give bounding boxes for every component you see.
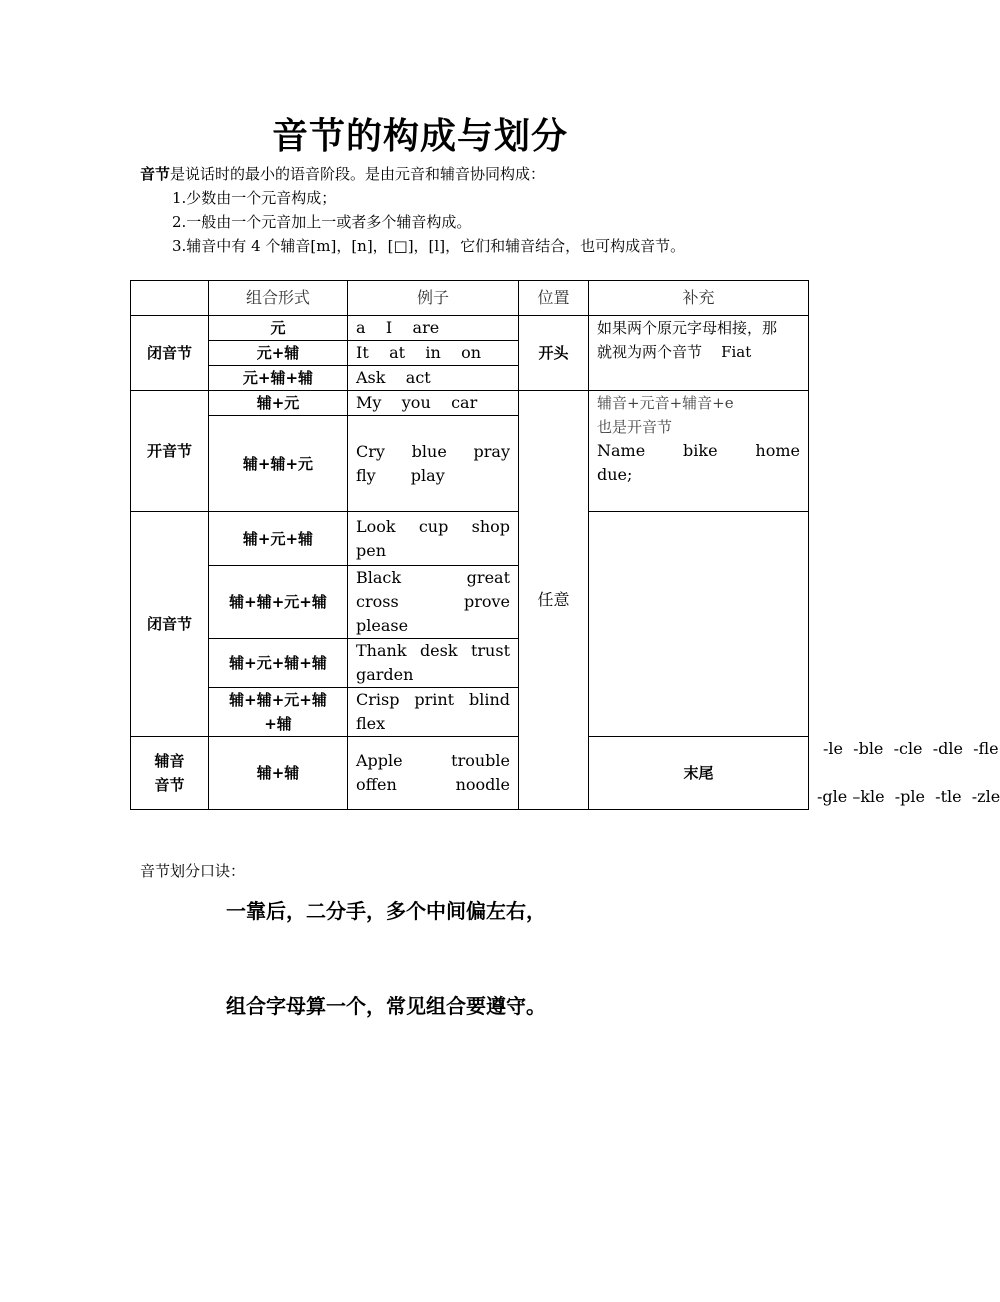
group-label: 辅音 音节 [131,737,209,810]
form-cell: 辅+元+辅+辅 [209,639,348,688]
intro-point: 2.一般由一个元音加上一或者多个辅音构成。 [172,213,472,231]
header-cell: 组合形式 [209,281,348,316]
table-row: 辅音 音节 辅+辅 Apple trouble offen noodle 末尾 -le -ble -cle -dle -fle -gle –kle -ple -tle -zle [131,737,809,810]
form-cell: 辅+元+辅 [209,512,348,566]
position-cell: 任意 [519,391,589,810]
example-cell: My you car [348,391,519,416]
intro-point: 1.少数由一个元音构成； [172,189,337,207]
form-cell: 辅+元 [209,391,348,416]
form-cell: 辅+辅 [209,737,348,810]
header-cell: 位置 [519,281,589,316]
group-label: 闭音节 [131,316,209,391]
header-cell: 例子 [348,281,519,316]
form-cell: 元+辅 [209,341,348,366]
example-cell: It at in on [348,341,519,366]
mnemonic-line: 组合字母算一个，常见组合要遵守。 [226,994,546,1018]
group-label: 开音节 [131,391,209,512]
form-cell: 元+辅+辅 [209,366,348,391]
intro-point: 3.辅音中有 4 个辅音[m]，[n]，[□]，[l]，它们和辅音结合，也可构成音节。 [172,237,686,255]
supplement-cell [589,512,809,737]
group-label: 闭音节 [131,512,209,737]
position-cell: 末尾 [589,737,809,810]
table-row [131,391,809,416]
intro-section [140,162,685,258]
page-title: 音节的构成与划分 [271,115,568,157]
intro-definition: 音节是说话时的最小的语音阶段。是由元音和辅音协同构成： [140,165,546,183]
form-cell: 辅+辅+元 [209,416,348,512]
mnemonic-line: 一靠后，二分手，多个中间偏左右， [226,899,546,923]
supplement-cell: 如果两个原元字母相接，那 就视为两个音节 Fiat [589,316,809,391]
intro-term: 音节 [140,165,171,183]
form-cell: 元 [209,316,348,341]
supplement-cell: 辅音+元音+辅音+e 也是开音节 Name bike home due; [589,391,809,512]
mnemonic-label: 音节划分口诀： [140,862,246,880]
example-cell: Crisp print blind flex [348,688,519,737]
example-cell: Ask act [348,366,519,391]
form-cell: 辅+辅+元+辅+辅 [209,688,348,737]
example-cell: Thank desk trust garden [348,639,519,688]
table-header-row [131,281,809,316]
example-cell: Black great cross prove please [348,566,519,639]
example-cell: a I are [348,316,519,341]
position-cell: 开头 [519,316,589,391]
example-cell: Cry blue pray fly play [348,416,519,512]
form-cell: 辅+辅+元+辅 [209,566,348,639]
table-row [131,316,809,341]
header-cell [131,281,209,316]
table-row [131,512,809,566]
syllable-table [130,280,1000,810]
example-cell: Look cup shop pen [348,512,519,566]
header-cell: 补充 [589,281,809,316]
example-cell: Apple trouble offen noodle [348,737,519,810]
